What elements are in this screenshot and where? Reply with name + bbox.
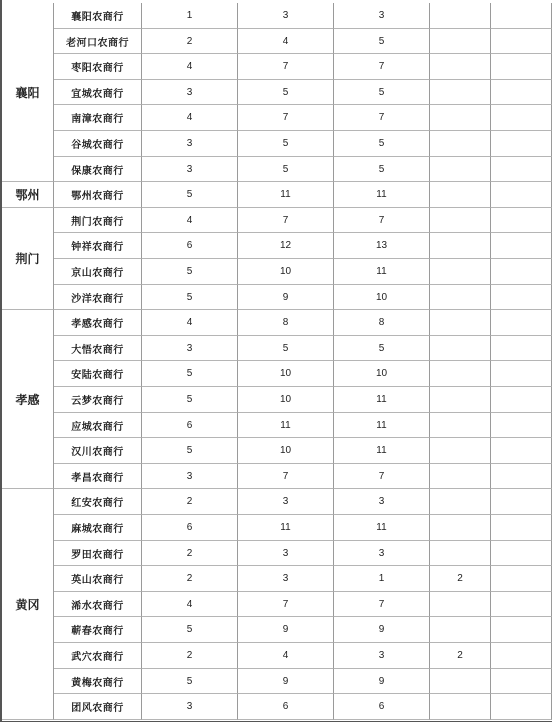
bank-name-cell: 武穴农商行 (54, 643, 142, 669)
value-cell-c3: 11 (334, 438, 430, 464)
value-cell-c1: 5 (142, 387, 238, 413)
value-cell-c4 (430, 310, 491, 336)
bank-name-cell: 蕲春农商行 (54, 617, 142, 643)
bank-name-cell: 宜城农商行 (54, 80, 142, 105)
value-cell-c3: 7 (334, 464, 430, 489)
value-cell-c3: 1 (334, 566, 430, 592)
value-cell-c1: 4 (142, 54, 238, 80)
value-cell-c3: 10 (334, 361, 430, 387)
value-cell-c2: 4 (238, 29, 334, 54)
value-cell-c2: 9 (238, 669, 334, 694)
bank-name-cell: 汉川农商行 (54, 438, 142, 464)
value-cell-c4 (430, 361, 491, 387)
value-cell-c5 (491, 310, 552, 336)
value-cell-c2: 5 (238, 131, 334, 157)
value-cell-c4 (430, 489, 491, 515)
value-cell-c3: 3 (334, 489, 430, 515)
bank-name-cell: 鄂州农商行 (54, 182, 142, 208)
value-cell-c3: 9 (334, 617, 430, 643)
value-cell-c2: 3 (238, 541, 334, 566)
value-cell-c2: 5 (238, 336, 334, 361)
bank-name-cell: 云梦农商行 (54, 387, 142, 413)
value-cell-c5 (491, 643, 552, 669)
value-cell-c3: 11 (334, 515, 430, 541)
bank-name-cell: 襄阳农商行 (54, 3, 142, 29)
value-cell-c2: 3 (238, 3, 334, 29)
value-cell-c3: 13 (334, 233, 430, 259)
value-cell-c1: 5 (142, 182, 238, 208)
value-cell-c4: 2 (430, 643, 491, 669)
value-cell-c2: 4 (238, 643, 334, 669)
value-cell-c5 (491, 387, 552, 413)
value-cell-c2: 9 (238, 617, 334, 643)
value-cell-c5 (491, 80, 552, 105)
value-cell-c1: 5 (142, 617, 238, 643)
value-cell-c2: 3 (238, 566, 334, 592)
value-cell-c4 (430, 3, 491, 29)
value-cell-c2: 9 (238, 285, 334, 310)
bank-name-cell: 老河口农商行 (54, 29, 142, 54)
value-cell-c2: 7 (238, 105, 334, 131)
value-cell-c1: 3 (142, 80, 238, 105)
value-cell-c2: 7 (238, 208, 334, 233)
value-cell-c5 (491, 694, 552, 720)
value-cell-c3: 6 (334, 694, 430, 720)
value-cell-c5 (491, 3, 552, 29)
value-cell-c5 (491, 285, 552, 310)
value-cell-c5 (491, 617, 552, 643)
value-cell-c1: 4 (142, 105, 238, 131)
value-cell-c2: 5 (238, 80, 334, 105)
value-cell-c5 (491, 489, 552, 515)
bank-name-cell: 孝昌农商行 (54, 464, 142, 489)
value-cell-c5 (491, 157, 552, 182)
bank-name-cell: 谷城农商行 (54, 131, 142, 157)
value-cell-c3: 7 (334, 54, 430, 80)
bank-name-cell: 应城农商行 (54, 413, 142, 438)
value-cell-c2: 11 (238, 515, 334, 541)
value-cell-c3: 3 (334, 643, 430, 669)
value-cell-c5 (491, 182, 552, 208)
value-cell-c4 (430, 105, 491, 131)
value-cell-c3: 5 (334, 131, 430, 157)
value-cell-c4 (430, 541, 491, 566)
value-cell-c1: 6 (142, 233, 238, 259)
value-cell-c2: 11 (238, 413, 334, 438)
value-cell-c3: 5 (334, 157, 430, 182)
bank-name-cell: 罗田农商行 (54, 541, 142, 566)
value-cell-c1: 1 (142, 3, 238, 29)
value-cell-c1: 5 (142, 285, 238, 310)
value-cell-c4 (430, 54, 491, 80)
value-cell-c2: 10 (238, 438, 334, 464)
value-cell-c4 (430, 233, 491, 259)
value-cell-c1: 4 (142, 208, 238, 233)
value-cell-c1: 5 (142, 361, 238, 387)
value-cell-c5 (491, 413, 552, 438)
value-cell-c1: 2 (142, 29, 238, 54)
value-cell-c1: 4 (142, 310, 238, 336)
value-cell-c1: 5 (142, 259, 238, 285)
value-cell-c5 (491, 515, 552, 541)
bank-name-cell: 大悟农商行 (54, 336, 142, 361)
value-cell-c3: 5 (334, 29, 430, 54)
value-cell-c2: 10 (238, 361, 334, 387)
bank-name-cell: 安陆农商行 (54, 361, 142, 387)
value-cell-c4 (430, 157, 491, 182)
bank-name-cell: 钟祥农商行 (54, 233, 142, 259)
value-cell-c3: 7 (334, 592, 430, 617)
value-cell-c1: 6 (142, 515, 238, 541)
bank-name-cell: 荆门农商行 (54, 208, 142, 233)
value-cell-c5 (491, 29, 552, 54)
value-cell-c1: 2 (142, 541, 238, 566)
value-cell-c3: 7 (334, 105, 430, 131)
value-cell-c4 (430, 438, 491, 464)
value-cell-c4 (430, 131, 491, 157)
bank-name-cell: 沙洋农商行 (54, 285, 142, 310)
value-cell-c3: 10 (334, 285, 430, 310)
value-cell-c4 (430, 413, 491, 438)
value-cell-c4 (430, 669, 491, 694)
value-cell-c5 (491, 233, 552, 259)
table-left-border (0, 0, 2, 722)
bank-name-cell: 南漳农商行 (54, 105, 142, 131)
value-cell-c2: 5 (238, 157, 334, 182)
value-cell-c4 (430, 617, 491, 643)
value-cell-c4 (430, 387, 491, 413)
value-cell-c2: 6 (238, 694, 334, 720)
value-cell-c3: 11 (334, 259, 430, 285)
value-cell-c5 (491, 105, 552, 131)
value-cell-c2: 7 (238, 54, 334, 80)
bank-name-cell: 黄梅农商行 (54, 669, 142, 694)
value-cell-c4 (430, 694, 491, 720)
value-cell-c5 (491, 208, 552, 233)
value-cell-c2: 12 (238, 233, 334, 259)
value-cell-c3: 11 (334, 387, 430, 413)
bank-name-cell: 英山农商行 (54, 566, 142, 592)
value-cell-c3: 11 (334, 413, 430, 438)
value-cell-c5 (491, 259, 552, 285)
value-cell-c5 (491, 361, 552, 387)
region-cell: 荆门 (2, 208, 54, 310)
value-cell-c4 (430, 285, 491, 310)
value-cell-c1: 3 (142, 464, 238, 489)
value-cell-c1: 3 (142, 694, 238, 720)
region-cell: 黄冈 (2, 489, 54, 720)
region-cell: 襄阳 (2, 3, 54, 182)
bank-name-cell: 枣阳农商行 (54, 54, 142, 80)
bank-name-cell: 京山农商行 (54, 259, 142, 285)
value-cell-c1: 5 (142, 669, 238, 694)
value-cell-c3: 3 (334, 541, 430, 566)
value-cell-c3: 8 (334, 310, 430, 336)
value-cell-c5 (491, 541, 552, 566)
value-cell-c3: 11 (334, 182, 430, 208)
value-cell-c1: 3 (142, 336, 238, 361)
value-cell-c5 (491, 438, 552, 464)
value-cell-c2: 8 (238, 310, 334, 336)
value-cell-c1: 4 (142, 592, 238, 617)
value-cell-c1: 3 (142, 157, 238, 182)
value-cell-c4 (430, 515, 491, 541)
value-cell-c3: 3 (334, 3, 430, 29)
region-cell: 鄂州 (2, 182, 54, 208)
bank-name-cell: 团风农商行 (54, 694, 142, 720)
bank-name-cell: 保康农商行 (54, 157, 142, 182)
value-cell-c2: 7 (238, 592, 334, 617)
value-cell-c1: 2 (142, 643, 238, 669)
value-cell-c4 (430, 336, 491, 361)
value-cell-c4 (430, 29, 491, 54)
value-cell-c1: 3 (142, 131, 238, 157)
bank-name-cell: 麻城农商行 (54, 515, 142, 541)
value-cell-c5 (491, 566, 552, 592)
value-cell-c2: 11 (238, 182, 334, 208)
value-cell-c2: 3 (238, 489, 334, 515)
bank-name-cell: 孝感农商行 (54, 310, 142, 336)
value-cell-c3: 5 (334, 336, 430, 361)
value-cell-c4 (430, 208, 491, 233)
value-cell-c1: 6 (142, 413, 238, 438)
value-cell-c2: 10 (238, 259, 334, 285)
value-cell-c1: 2 (142, 566, 238, 592)
value-cell-c4 (430, 259, 491, 285)
value-cell-c1: 5 (142, 438, 238, 464)
value-cell-c2: 10 (238, 387, 334, 413)
value-cell-c5 (491, 669, 552, 694)
value-cell-c4 (430, 80, 491, 105)
value-cell-c3: 5 (334, 80, 430, 105)
bank-name-cell: 红安农商行 (54, 489, 142, 515)
value-cell-c5 (491, 336, 552, 361)
value-cell-c5 (491, 464, 552, 489)
value-cell-c2: 7 (238, 464, 334, 489)
value-cell-c5 (491, 592, 552, 617)
value-cell-c4 (430, 182, 491, 208)
value-cell-c4: 2 (430, 566, 491, 592)
value-cell-c5 (491, 131, 552, 157)
value-cell-c4 (430, 592, 491, 617)
bank-name-cell: 浠水农商行 (54, 592, 142, 617)
value-cell-c3: 7 (334, 208, 430, 233)
value-cell-c1: 2 (142, 489, 238, 515)
value-cell-c5 (491, 54, 552, 80)
value-cell-c3: 9 (334, 669, 430, 694)
region-cell: 孝感 (2, 310, 54, 489)
value-cell-c4 (430, 464, 491, 489)
